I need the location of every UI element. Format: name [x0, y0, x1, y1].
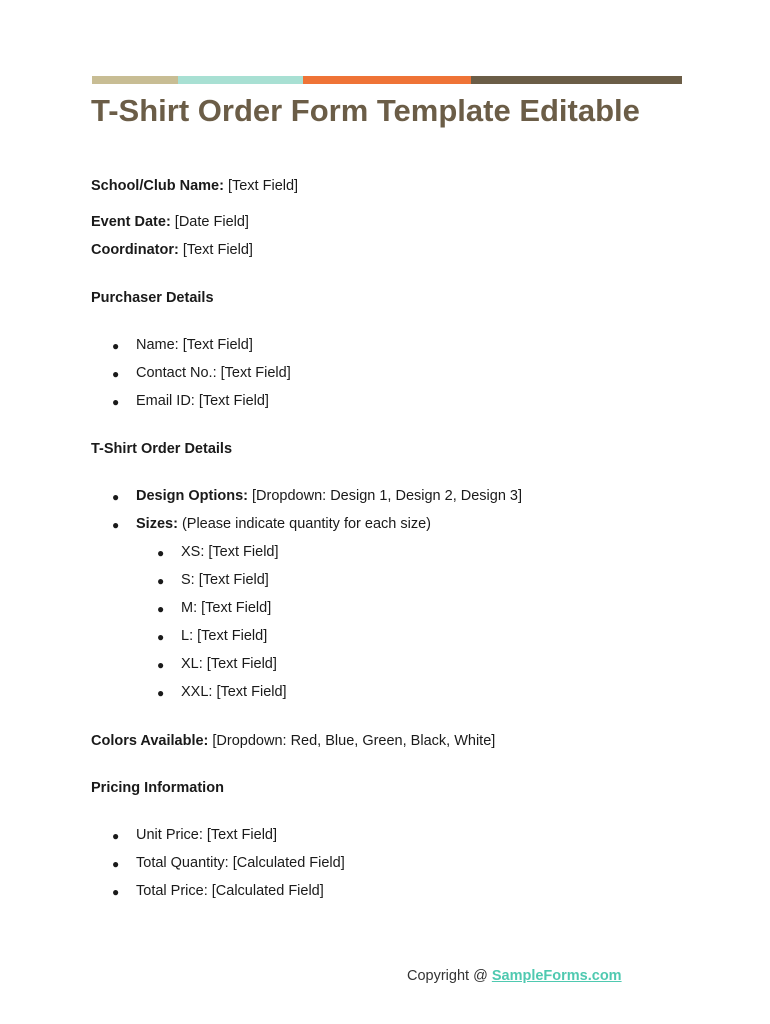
- bullet-icon: ●: [112, 490, 120, 504]
- size-s-field[interactable]: S: [Text Field]: [181, 572, 269, 588]
- size-m-field[interactable]: M: [Text Field]: [181, 600, 272, 616]
- event-date-line: [91, 214, 249, 230]
- coordinator-label: Coordinator:: [91, 242, 179, 258]
- color-bar-segment-tan: [92, 76, 178, 84]
- pricing-information-heading: Pricing Information: [91, 780, 224, 796]
- bullet-icon: ●: [112, 395, 120, 409]
- bullet-icon: ●: [112, 829, 120, 843]
- bullet-icon: ●: [157, 602, 165, 616]
- color-bar-segment-brown: [471, 76, 682, 84]
- bullet-icon: ●: [112, 857, 120, 871]
- design-options-item: [136, 488, 522, 504]
- bullet-icon: ●: [112, 518, 120, 532]
- color-bar-segment-mint: [178, 76, 303, 84]
- school-club-name-line: [91, 178, 298, 194]
- copyright-text: Copyright @: [407, 968, 492, 984]
- decorative-color-bar: [92, 76, 682, 84]
- size-l-field[interactable]: L: [Text Field]: [181, 628, 268, 644]
- color-bar-segment-orange: [303, 76, 471, 84]
- unit-price-item[interactable]: Unit Price: [Text Field]: [136, 827, 278, 843]
- order-details-heading: T-Shirt Order Details: [91, 441, 233, 457]
- coordinator-line: [91, 242, 253, 258]
- school-club-name-label: School/Club Name:: [91, 178, 224, 194]
- colors-available-label: Colors Available:: [91, 733, 209, 749]
- sizes-item: [136, 516, 431, 532]
- design-options-dropdown[interactable]: [Dropdown: Design 1, Design 2, Design 3]: [247, 488, 523, 504]
- coordinator-field[interactable]: [Text Field]: [178, 242, 253, 258]
- purchaser-email-item[interactable]: Email ID: [Text Field]: [136, 393, 269, 409]
- colors-available-line: [91, 733, 495, 749]
- sizes-instruction: (Please indicate quantity for each size): [177, 516, 431, 532]
- size-xs-field[interactable]: XS: [Text Field]: [181, 544, 279, 560]
- bullet-icon: ●: [157, 658, 165, 672]
- school-club-name-field[interactable]: [Text Field]: [223, 178, 299, 194]
- size-xl-field[interactable]: XL: [Text Field]: [181, 656, 277, 672]
- page-title: T-Shirt Order Form Template Editable: [91, 93, 640, 128]
- bullet-icon: ●: [112, 885, 120, 899]
- purchaser-contact-item[interactable]: Contact No.: [Text Field]: [136, 365, 291, 381]
- bullet-icon: ●: [112, 367, 120, 381]
- size-xxl-field[interactable]: XXL: [Text Field]: [181, 684, 287, 700]
- bullet-icon: ●: [157, 630, 165, 644]
- copyright-footer: [407, 968, 622, 984]
- total-quantity-item[interactable]: Total Quantity: [Calculated Field]: [136, 855, 345, 871]
- bullet-icon: ●: [157, 546, 165, 560]
- event-date-label: Event Date:: [91, 214, 171, 230]
- design-options-label: Design Options:: [136, 488, 248, 504]
- event-date-field[interactable]: [Date Field]: [170, 214, 249, 230]
- bullet-icon: ●: [112, 339, 120, 353]
- bullet-icon: ●: [157, 686, 165, 700]
- purchaser-name-item[interactable]: Name: [Text Field]: [136, 337, 253, 353]
- colors-available-dropdown[interactable]: [Dropdown: Red, Blue, Green, Black, White]: [208, 733, 496, 749]
- purchaser-details-heading: Purchaser Details: [91, 290, 214, 306]
- total-price-item[interactable]: Total Price: [Calculated Field]: [136, 883, 324, 899]
- bullet-icon: ●: [157, 574, 165, 588]
- sampleforms-link[interactable]: SampleForms.com: [491, 968, 622, 984]
- sizes-label: Sizes:: [136, 516, 178, 532]
